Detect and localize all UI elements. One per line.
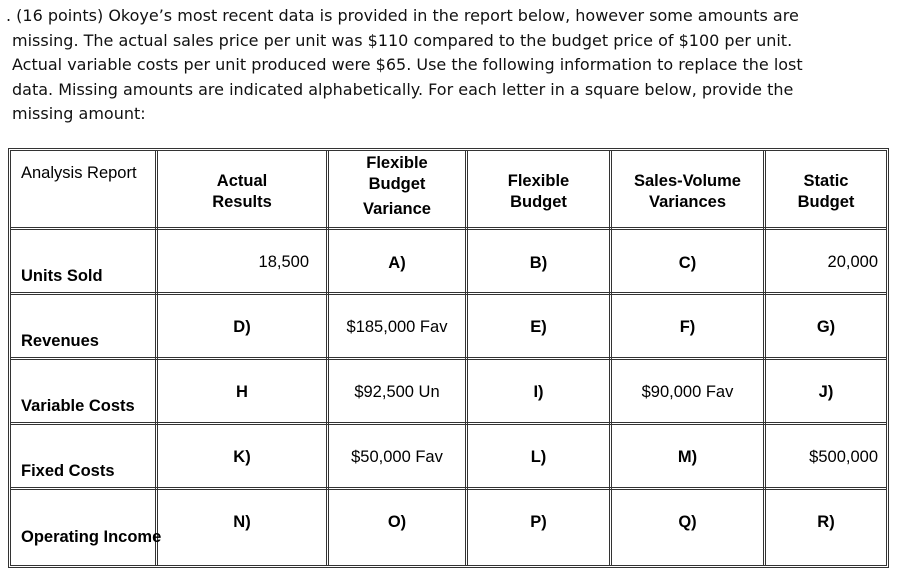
header-sales-volume-variances xyxy=(612,171,763,213)
operating-income-flex-variance: O) xyxy=(387,513,407,531)
row-label-operating-income: Operating Income xyxy=(21,528,162,546)
fixed-costs-sales-volume: M) xyxy=(677,448,698,466)
operating-income-actual: N) xyxy=(233,513,251,531)
report-title: Analysis Report xyxy=(21,164,137,182)
row-divider xyxy=(11,422,886,425)
variable-costs-actual: H xyxy=(236,383,248,401)
operating-income-sales-volume: Q) xyxy=(678,513,697,531)
header-flex-var-line-2: Budget xyxy=(368,175,426,193)
revenues-static: G) xyxy=(816,318,836,336)
row-divider xyxy=(11,227,886,230)
fixed-costs-actual: K) xyxy=(233,448,251,466)
units-sold-static: 20,000 xyxy=(827,253,878,271)
header-flex-budget-line-1: Flexible xyxy=(507,172,570,190)
revenues-sales-volume: F) xyxy=(679,318,696,336)
row-divider xyxy=(11,487,886,490)
header-flex-var-line-1: Flexible xyxy=(366,154,428,172)
row-divider xyxy=(11,357,886,360)
operating-income-static: R) xyxy=(817,513,835,531)
row-label-units-sold: Units Sold xyxy=(21,267,103,285)
row-label-variable-costs: Variable Costs xyxy=(21,397,135,415)
header-static-budget xyxy=(766,171,886,213)
variable-costs-flex-budget: I) xyxy=(533,383,544,401)
problem-line-5: missing amount: xyxy=(12,104,146,123)
report-grid xyxy=(11,151,886,565)
row-divider xyxy=(11,292,886,295)
operating-income-flex-budget: P) xyxy=(530,513,547,531)
row-label-revenues: Revenues xyxy=(21,332,99,350)
problem-line-2: missing. The actual sales price per unit was $110 compared to the budget price of $100 per unit. xyxy=(12,30,793,50)
revenues-actual: D) xyxy=(233,318,251,336)
variable-costs-static: J) xyxy=(818,383,834,401)
header-flex-var-line-3: Variance xyxy=(363,200,431,218)
header-actual-results xyxy=(158,171,326,213)
units-sold-flex-variance: A) xyxy=(388,254,406,272)
units-sold-actual: 18,500 xyxy=(258,253,309,271)
variable-costs-flex-variance: $92,500 Un xyxy=(354,383,440,401)
variable-costs-sales-volume: $90,000 Fav xyxy=(641,383,734,401)
problem-statement xyxy=(6,4,896,127)
problem-line-1: . (16 points) Okoye’s most recent data is provided in the report below, however some amounts are xyxy=(6,6,799,25)
problem-line-4: data. Missing amounts are indicated alphabetically. For each letter in a square below, provide the xyxy=(12,79,794,99)
revenues-flex-variance: $185,000 Fav xyxy=(346,318,448,336)
row-label-fixed-costs: Fixed Costs xyxy=(21,462,115,480)
fixed-costs-flex-variance: $50,000 Fav xyxy=(351,448,443,466)
analysis-report-table xyxy=(8,148,889,568)
fixed-costs-flex-budget: L) xyxy=(530,448,547,466)
header-static-line-2: Budget xyxy=(797,193,855,211)
header-flex-budget-line-2: Budget xyxy=(510,193,567,211)
header-flexible-budget xyxy=(468,171,609,213)
header-static-line-1: Static xyxy=(803,172,849,190)
header-actual-line-1: Actual xyxy=(216,172,268,190)
header-flexible-budget-variance xyxy=(329,153,465,220)
header-sales-volume-line-1: Sales-Volume xyxy=(634,172,741,190)
header-actual-line-2: Results xyxy=(212,193,272,211)
problem-line-3: Actual variable costs per unit produced were $65. Use the following information to replace the lost xyxy=(12,55,803,74)
fixed-costs-static: $500,000 xyxy=(809,448,878,466)
header-sales-volume-line-2: Variances xyxy=(648,193,727,211)
units-sold-sales-volume: C) xyxy=(678,254,697,272)
revenues-flex-budget: E) xyxy=(530,318,547,336)
units-sold-flex-budget: B) xyxy=(529,254,548,272)
